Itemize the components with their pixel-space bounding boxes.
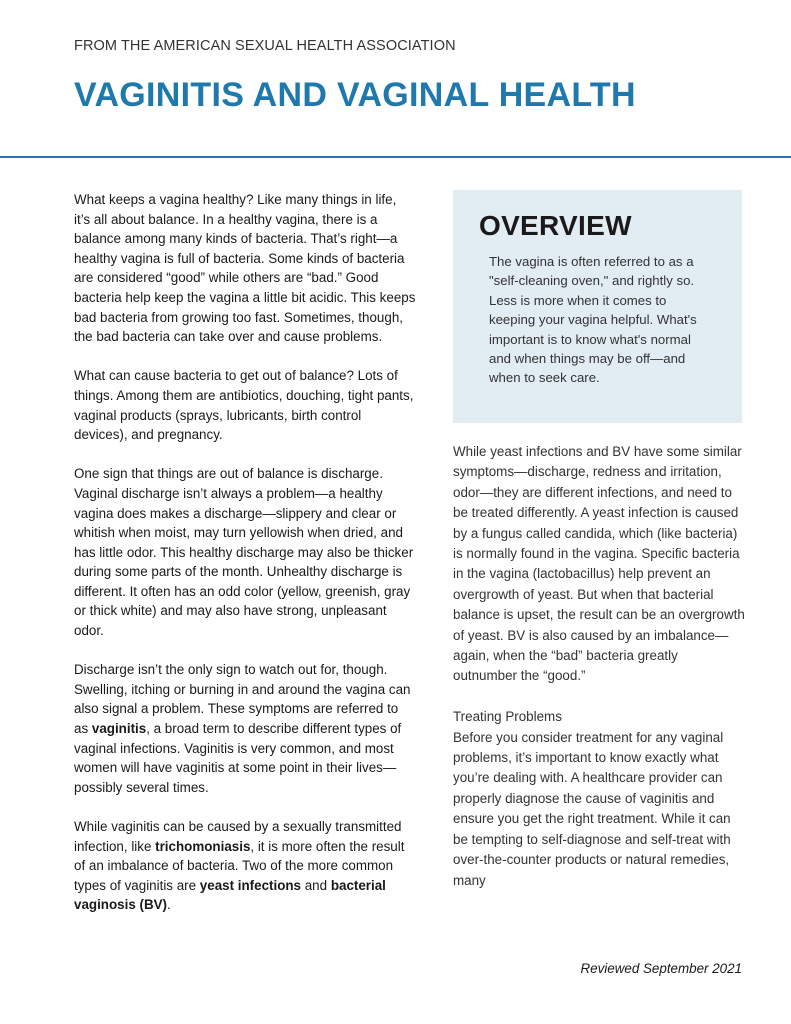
term-trichomoniasis: trichomoniasis xyxy=(155,838,251,854)
subheading-treating-problems: Treating Problems xyxy=(453,709,562,725)
paragraph-symptoms xyxy=(74,660,416,797)
paragraph-causes: What can cause bacteria to get out of balance? Lots of things. Among them are antibiotics, douching, tight pants, vaginal products (sprays, lubricants, birth control devices), and pregnancy. xyxy=(74,368,414,443)
reviewed-date: Reviewed September 2021 xyxy=(580,961,742,976)
right-column xyxy=(453,442,745,911)
overview-heading: OVERVIEW xyxy=(479,210,632,241)
text-run: , a broad term to describe different types of vaginal infections. Vaginitis is very common, and most women will have vaginitis at some point in their lives—possibly several times. xyxy=(74,721,402,795)
page-title: VAGINITIS AND VAGINAL HEALTH xyxy=(74,76,636,114)
text-run: While vaginitis can be caused by a sexually transmitted infection, like xyxy=(74,819,402,854)
paragraph-discharge: One sign that things are out of balance is discharge. Vaginal discharge isn’t always a problem—a healthy vagina does makes a discharge—slippery and clear or whitish when moist, may turn yellowish when dried, and has little odor. This healthy discharge may also be thicker during some parts of the month. Unhealthy discharge is different. It often has an odd color (yellow, greenish, gray or thick white) and may also have strong, unpleasant odor. xyxy=(74,466,414,639)
text-run: , it is more often the result of an imbalance of bacteria. Two of the more common types of vaginitis are xyxy=(74,838,405,893)
paragraph-types xyxy=(74,817,416,915)
overview-box xyxy=(453,190,742,423)
text-run: . xyxy=(167,897,171,913)
term-vaginitis: vaginitis xyxy=(91,721,147,737)
text-run: Discharge isn’t the only sign to watch out for, though. Swelling, itching or burning in and around the vagina can also signal a problem. These symptoms are referred to as xyxy=(74,662,411,737)
paragraph-balance: What keeps a vagina healthy? Like many things in life, it’s all about balance. In a healthy vagina, there is a balance among many kinds of bacteria. That’s right—a healthy vagina is full of bacteria. Some kinds of bacteria are considered “good” while others are “bad.” Good bacteria help keep the vagina a little bit acidic. This keeps bad bacteria from growing too fast. Sometimes, though, the bad bacteria can take over and cause problems. xyxy=(74,192,416,345)
text-run: and xyxy=(301,877,331,893)
term-bacterial-vaginosis: bacterial vaginosis (BV) xyxy=(74,877,386,913)
left-column xyxy=(74,190,416,935)
source-line: FROM THE AMERICAN SEXUAL HEALTH ASSOCIATION xyxy=(74,38,456,54)
overview-text: The vagina is often referred to as a "self-cleaning oven," and rightly so. Less is more when it comes to keeping your vagina helpful. What's important is to know what's normal and when things may be off—and when to seek care. xyxy=(489,254,697,386)
section-treating xyxy=(453,707,745,891)
term-yeast-infections: yeast infections xyxy=(199,877,302,893)
paragraph-treatment: Before you consider treatment for any vaginal problems, it’s important to know exactly what you’re dealing with. A healthcare provider can properly diagnose the cause of vaginitis and ensure you get the right treatment. While it can be tempting to self-diagnose and self-treat with over-the-counter products or natural remedies, many xyxy=(453,729,731,888)
header-divider xyxy=(0,156,791,158)
paragraph-yeast-vs-bv: While yeast infections and BV have some similar symptoms—discharge, redness and irritation, odor—they are different infections, and need to be treated differently. A yeast infection is caused by a fungus called candida, which (like bacteria) is normally found in the vagina. Specific bacteria in the vagina (lactobacillus) help prevent an overgrowth of yeast. But when that bacterial balance is upset, the result can be an overgrowth of yeast. BV is also caused by an imbalance—again, when the “bad” bacteria greatly outnumber the “good.” xyxy=(453,444,745,684)
